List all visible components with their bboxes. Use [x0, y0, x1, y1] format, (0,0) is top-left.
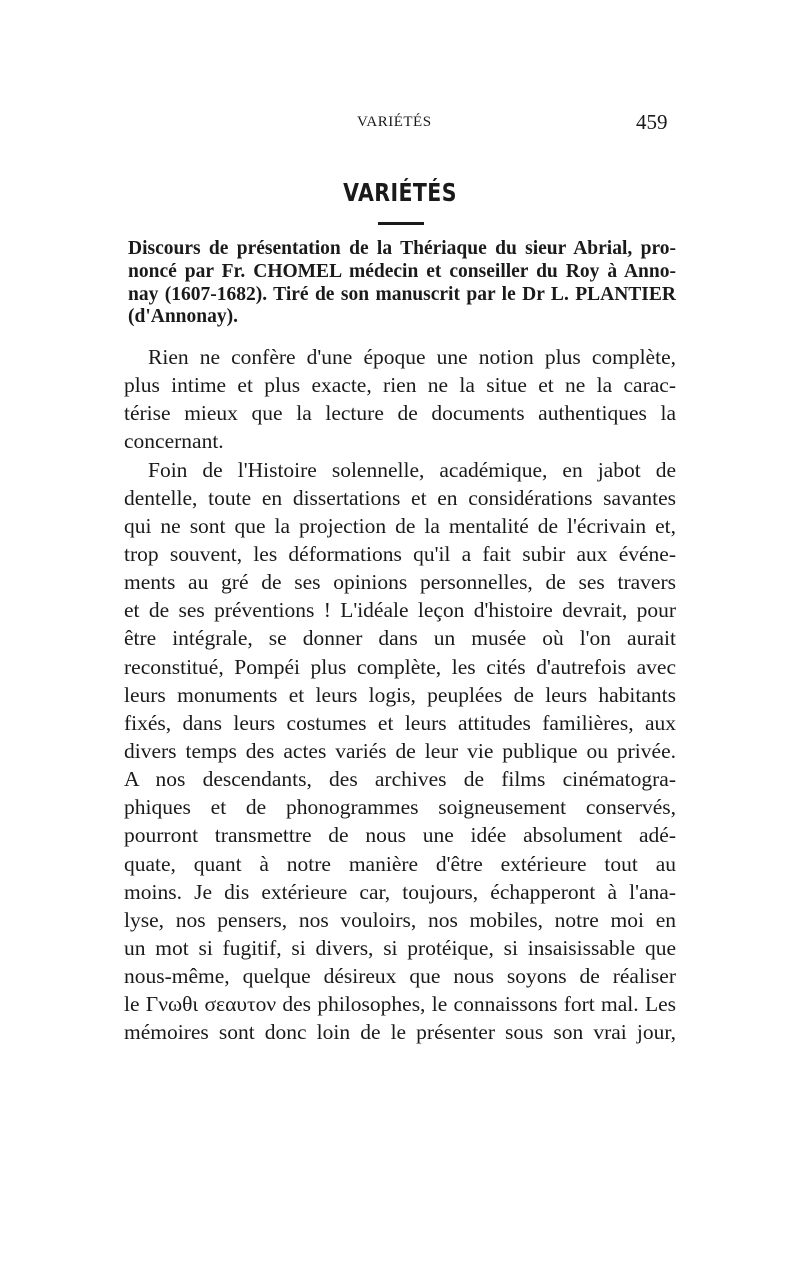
body-line: dentelle, toute en dissertations et en considérations savantes	[124, 485, 676, 510]
body-line: nous-même, quelque désireux que nous soyons de réaliser	[124, 964, 676, 989]
body-line: le Γνωθι σεαυτον des philosophes, le connaissons fort mal. Les	[124, 992, 676, 1017]
page-number: 459	[636, 110, 668, 134]
body-line: un mot si fugitif, si divers, si protéique, si insaisissable que	[124, 935, 676, 960]
body-line: Foin de l'Histoire solennelle, académique, en jabot de	[148, 457, 676, 482]
section-title: VARIÉTÉS	[343, 178, 457, 207]
body-line: pourront transmettre de nous une idée absolument adé-	[124, 823, 676, 848]
body-line: quate, quant à notre manière d'être extérieure tout au	[124, 851, 676, 876]
body-text	[124, 343, 676, 1047]
running-title: VARIÉTÉS	[357, 114, 432, 130]
intro-line: Discours de présentation de la Thériaque du sieur Abrial, pro-	[128, 238, 676, 259]
body-line: reconstitué, Pompéi plus complète, les cités d'autrefois avec	[124, 654, 676, 679]
body-line: concernant.	[124, 429, 224, 454]
body-line: ments au gré de ses opinions personnelles, de ses travers	[124, 570, 676, 595]
title-rule	[378, 222, 424, 225]
body-line: trop souvent, les déformations qu'il a fait subir aux événe-	[124, 541, 676, 566]
running-head	[0, 110, 800, 138]
body-line: être intégrale, se donner dans un musée où l'on aurait	[124, 626, 676, 651]
body-line: Rien ne confère d'une époque une notion plus complète,	[148, 345, 676, 369]
body-line: moins. Je dis extérieure car, toujours, échapperont à l'ana-	[124, 879, 676, 904]
body-line: lyse, nos pensers, nos vouloirs, nos mobiles, notre moi en	[124, 907, 676, 932]
intro-line: noncé par Fr. CHOMEL médecin et conseiller du Roy à Anno-	[128, 260, 676, 282]
intro-line: (d'Annonay).	[128, 306, 238, 328]
body-line: térise mieux que la lecture de documents authentiques la	[124, 401, 676, 426]
body-line: divers temps des actes variés de leur vie publique ou privée.	[124, 738, 676, 763]
body-line: qui ne sont que la projection de la mentalité de l'écrivain et,	[124, 513, 676, 538]
body-line: plus intime et plus exacte, rien ne la situe et ne la carac-	[124, 373, 676, 398]
body-line: A nos descendants, des archives de films cinématogra-	[124, 767, 676, 792]
body-line: fixés, dans leurs costumes et leurs attitudes familières, aux	[124, 710, 676, 735]
body-line: leurs monuments et leurs logis, peuplées de leurs habitants	[124, 682, 676, 707]
body-line: et de ses préventions ! L'idéale leçon d'histoire devrait, pour	[124, 598, 676, 623]
body-line: mémoires sont donc loin de le présenter sous son vrai jour,	[124, 1020, 676, 1045]
intro-line: nay (1607-1682). Tiré de son manuscrit par le Dr L. PLANTIER	[128, 283, 676, 305]
intro-paragraph	[128, 238, 676, 329]
body-line: phiques et de phonogrammes soigneusement conservés,	[124, 795, 676, 820]
